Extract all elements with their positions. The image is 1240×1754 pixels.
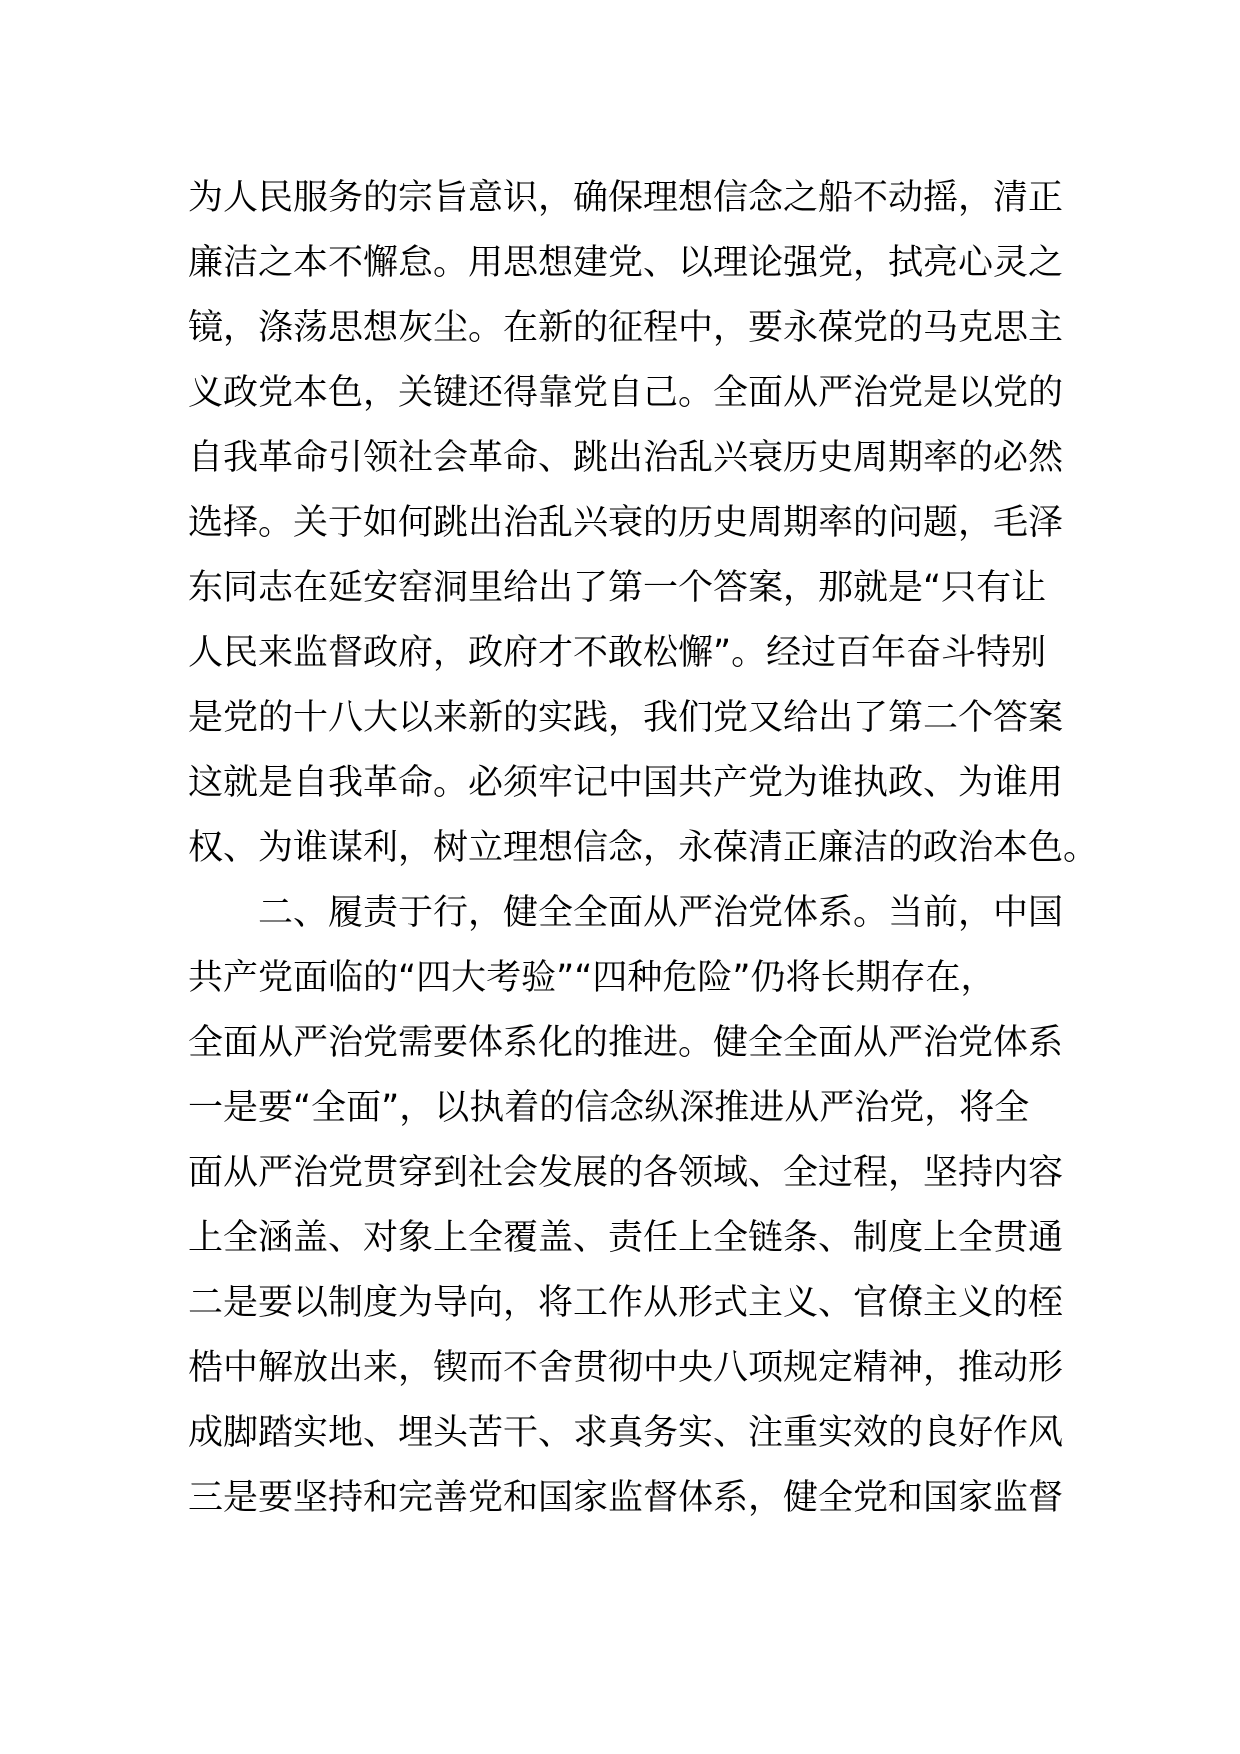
text-line: 自我革命引领社会革命、跳出治乱兴衰历史周期率的必然 bbox=[188, 438, 1064, 478]
text-line: 二是要以制度为导向，将工作从形式主义、官僚主义的桎 bbox=[188, 1283, 1064, 1323]
text-line: 共产党面临的“四大考验”“四种危险”仍将长期存在， bbox=[188, 958, 996, 998]
text-line: 廉洁之本不懈怠。用思想建党、以理论强党，拭亮心灵之 bbox=[188, 243, 1064, 283]
text-line: 选择。关于如何跳出治乱兴衰的历史周期率的问题，毛泽 bbox=[188, 503, 1064, 543]
text-line: 人民来监督政府，政府才不敢松懈”。经过百年奋斗特别 bbox=[188, 633, 1047, 673]
text-line: 东同志在延安窑洞里给出了第一个答案，那就是“只有让 bbox=[188, 568, 1047, 608]
text-line: 二、履责于行，健全全面从严治党体系。当前，中国 bbox=[188, 893, 1064, 933]
body-text bbox=[188, 166, 1099, 1531]
text-line: 一是要“全面”，以执着的信念纵深推进从严治党，将全 bbox=[188, 1088, 1030, 1128]
text-line: 全面从严治党需要体系化的推进。健全全面从严治党体系 bbox=[188, 1023, 1064, 1063]
text-line: 三是要坚持和完善党和国家监督体系，健全党和国家监督 bbox=[188, 1478, 1064, 1518]
text-line: 是党的十八大以来新的实践，我们党又给出了第二个答案 bbox=[188, 698, 1064, 738]
text-line: 镜，涤荡思想灰尘。在新的征程中，要永葆党的马克思主 bbox=[188, 308, 1064, 348]
text-line: 上全涵盖、对象上全覆盖、责任上全链条、制度上全贯通 bbox=[188, 1218, 1064, 1258]
text-line: 这就是自我革命。必须牢记中国共产党为谁执政、为谁用 bbox=[188, 763, 1064, 803]
text-line: 为人民服务的宗旨意识，确保理想信念之船不动摇，清正 bbox=[188, 178, 1064, 218]
text-line: 成脚踏实地、埋头苦干、求真务实、注重实效的良好作风 bbox=[188, 1413, 1064, 1453]
text-line: 梏中解放出来，锲而不舍贯彻中央八项规定精神，推动形 bbox=[188, 1348, 1064, 1388]
text-line: 义政党本色，关键还得靠党自己。全面从严治党是以党的 bbox=[188, 373, 1064, 413]
text-line: 面从严治党贯穿到社会发展的各领域、全过程，坚持内容 bbox=[188, 1153, 1064, 1193]
text-line: 权、为谁谋利，树立理想信念，永葆清正廉洁的政治本色。 bbox=[188, 828, 1099, 868]
